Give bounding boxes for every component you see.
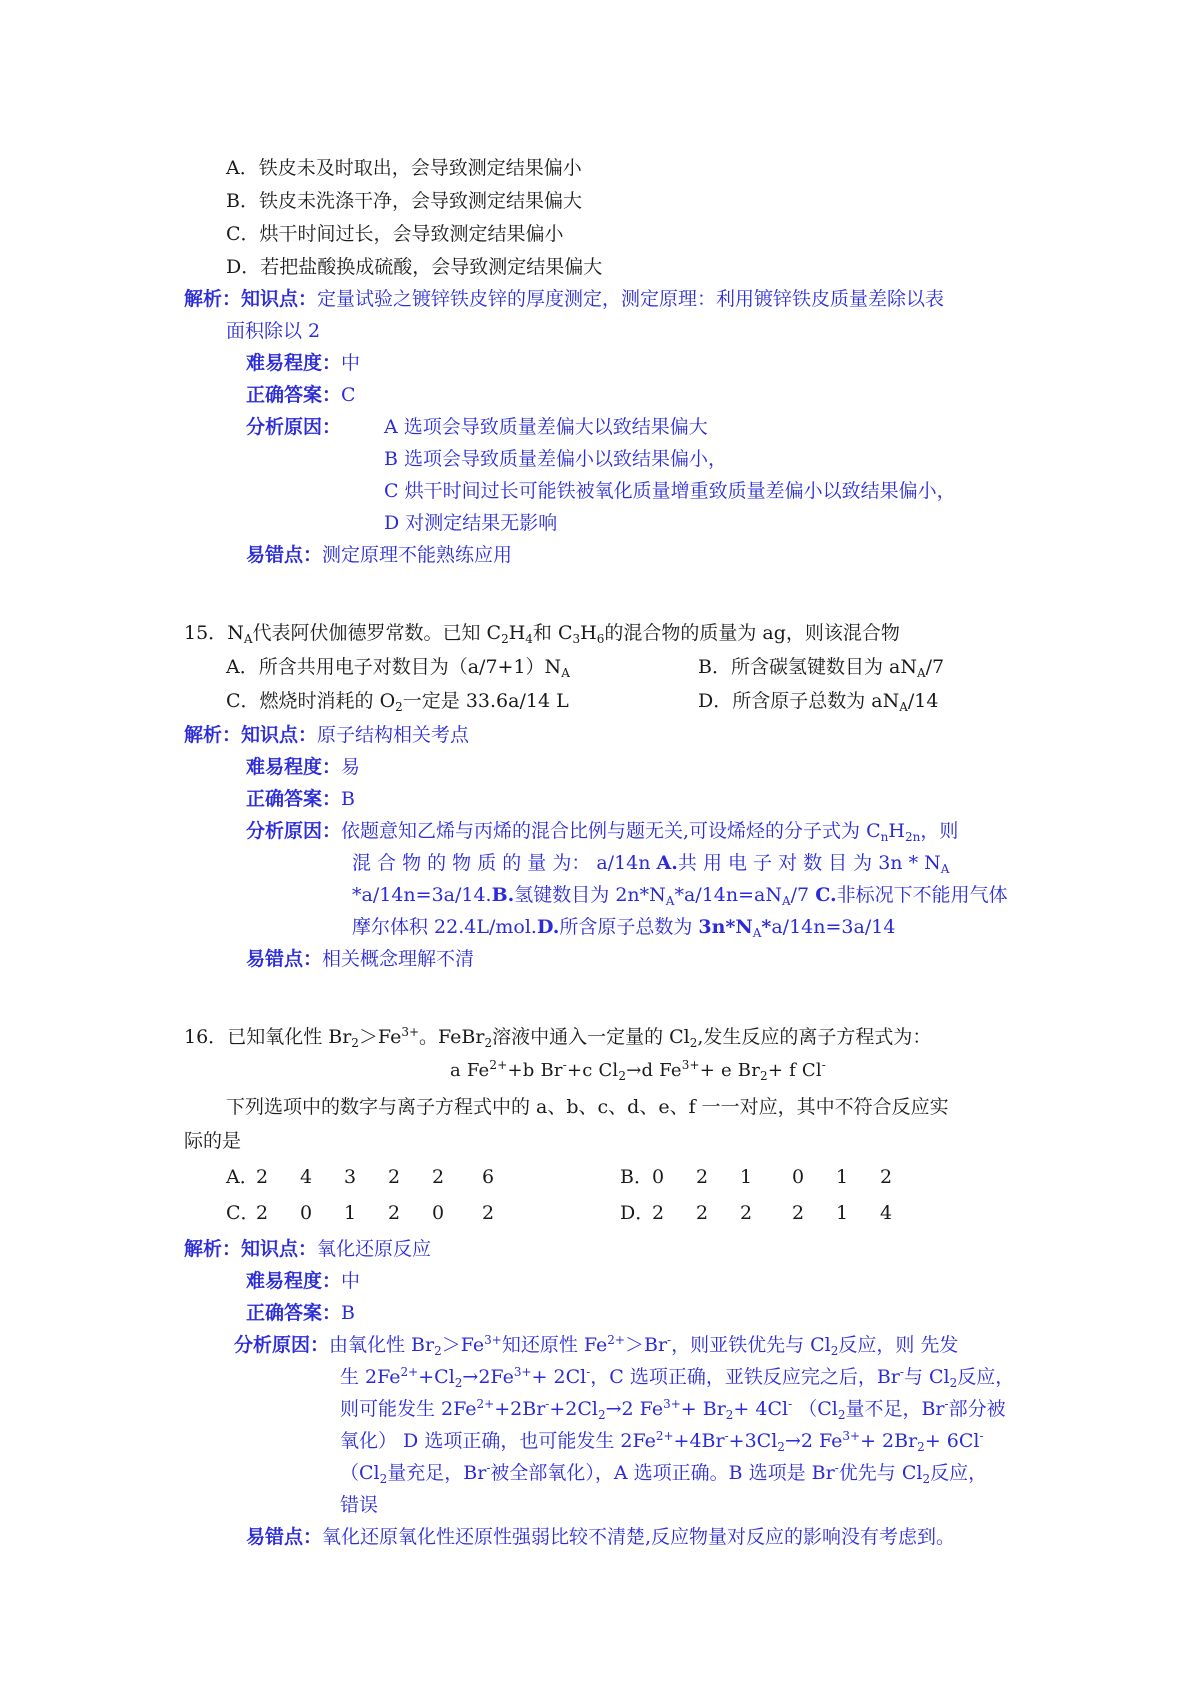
- q16-option-b: [620, 1164, 653, 1190]
- knowledge-point-text: 定量试验之镀锌铁皮锌的厚度测定，测定原理：利用镀锌铁皮质量差除以表: [317, 288, 945, 310]
- knowledge-point-text: 氧化还原反应: [317, 1238, 432, 1260]
- q14-reason-c: C 烘干时间过长可能铁被氧化质量增重致质量差偏小以致结果偏小，: [384, 480, 956, 502]
- q16-equation: [450, 1058, 826, 1084]
- subscript: 6: [596, 632, 605, 646]
- subscript: A: [899, 700, 908, 714]
- reason-bold: 3n*N: [698, 916, 753, 938]
- option-text: A．所含共用电子对数目为（a/7+1）N: [226, 656, 562, 678]
- reason-bold: A.: [656, 852, 678, 874]
- q14-option-d: D．若把盐酸换成硫酸，会导致测定结果偏大: [226, 256, 603, 278]
- stem-text: 。FeBr: [419, 1026, 485, 1048]
- difficulty-value: 易: [341, 756, 361, 778]
- reason-text: a/14n=3a/14: [771, 916, 896, 938]
- answer-label: 正确答案：: [246, 788, 342, 810]
- option-text: /14: [907, 690, 939, 712]
- reason-label: 分析原因：: [246, 820, 342, 842]
- option-text: 一定是 33.6a/14 L: [402, 690, 569, 712]
- reason-text: ＞Br: [624, 1334, 668, 1356]
- q16-option-b-num: 2: [880, 1166, 893, 1188]
- q16-option-c: [226, 1200, 260, 1226]
- q16-reason-line-3: [340, 1396, 1006, 1422]
- stem-text: ＞Fe: [358, 1026, 402, 1048]
- analysis-prefix: 解析：: [184, 288, 242, 310]
- q16-option-d-num: 2: [652, 1202, 665, 1224]
- superscript: 2+: [607, 1333, 625, 1347]
- reason-text: /7: [790, 884, 816, 906]
- option-text: B．所含碳氢键数目为 aN: [698, 656, 917, 678]
- q16-option-d-num: 2: [792, 1202, 805, 1224]
- reason-bold: *: [761, 916, 772, 938]
- q16-stem-2-cont: 际的是: [184, 1130, 242, 1152]
- q16-option-b-num: 2: [696, 1166, 709, 1188]
- q15-reason-line-4: [352, 914, 895, 940]
- q16-option-b-num: 1: [836, 1166, 849, 1188]
- superscript: 3+: [842, 1429, 861, 1443]
- equation-text: →d Fe: [626, 1060, 682, 1081]
- reason-text: *a/14n=aN: [674, 884, 782, 906]
- answer-label: 正确答案：: [246, 1302, 342, 1324]
- difficulty-label: 难易程度：: [246, 352, 342, 374]
- q16-answer: [246, 1300, 355, 1326]
- q16-option-d-num: 4: [880, 1202, 893, 1224]
- reason-text: （Cl: [792, 1398, 838, 1420]
- reason-text: +Cl: [418, 1366, 455, 1388]
- q15-analysis-kp: [184, 722, 469, 748]
- option-label: D．: [620, 1202, 655, 1224]
- question-number: 16．: [184, 1026, 228, 1048]
- reason-text: ，则亚铁优先与 Cl: [671, 1334, 831, 1356]
- stem-text: N: [227, 622, 244, 644]
- q14-error-point: [246, 542, 512, 568]
- reason-text: +2Br: [494, 1398, 546, 1420]
- difficulty-value: 中: [341, 1270, 361, 1292]
- q15-difficulty: [246, 754, 360, 780]
- subscript: 2: [618, 1069, 627, 1083]
- q16-option-a-num: 6: [482, 1166, 495, 1188]
- reason-text: 非标况下不能用气体: [836, 884, 1008, 906]
- error-point-text: 氧化还原氧化性还原性强弱比较不清楚,反应物量对反应的影响没有考虑到。: [322, 1526, 956, 1548]
- q16-option-c-num: 1: [344, 1202, 357, 1224]
- difficulty-label: 难易程度：: [246, 1270, 342, 1292]
- reason-text: 与 Cl: [903, 1366, 950, 1388]
- reason-text: 部分被: [948, 1398, 1006, 1420]
- reason-text: ，则: [920, 820, 959, 842]
- superscript: -: [545, 1397, 550, 1411]
- error-point-label: 易错点：: [246, 948, 323, 970]
- reason-text: 则可能发生 2Fe: [340, 1398, 477, 1420]
- superscript: 3+: [484, 1333, 502, 1347]
- q16-analysis-kp: [184, 1236, 431, 1262]
- difficulty-label: 难易程度：: [246, 756, 342, 778]
- stem-text: 和 C: [532, 622, 573, 644]
- reason-text: 依题意知乙烯与丙烯的混合比例与题无关,可设烯烃的分子式为 C: [341, 820, 881, 842]
- reason-text: 所含原子总数为: [559, 916, 699, 938]
- subscript: n: [880, 830, 889, 844]
- reason-text: →2Fe: [462, 1366, 514, 1388]
- q14-option-b: B．铁皮未洗涤干净，会导致测定结果偏大: [226, 190, 582, 212]
- stem-text: 已知氧化性 Br: [227, 1026, 352, 1048]
- equation-text: +b Br: [507, 1060, 563, 1081]
- stem-text: ,发生反应的离子方程式为：: [697, 1026, 932, 1048]
- subscript: 2: [379, 1472, 388, 1486]
- q14-analysis-kp-cont: 面积除以 2: [226, 320, 321, 342]
- stem-text: H: [580, 622, 597, 644]
- q14-reason-a: A 选项会导致质量差偏大以致结果偏大: [384, 416, 708, 438]
- q16-option-a-num: 3: [344, 1166, 357, 1188]
- reason-text: 优先与 Cl: [838, 1462, 923, 1484]
- superscript: 3+: [663, 1397, 681, 1411]
- q14-analysis-kp: [184, 286, 944, 312]
- equation-text: + f Cl: [767, 1060, 822, 1081]
- superscript: 2+: [476, 1397, 495, 1411]
- q16-option-a-num: 2: [256, 1166, 269, 1188]
- answer-value: C: [341, 384, 356, 406]
- subscript: A: [561, 666, 570, 680]
- reason-text: 生 2Fe: [340, 1366, 401, 1388]
- superscript: -: [788, 1397, 793, 1411]
- q14-reason-d: D 对测定结果无影响: [384, 512, 558, 534]
- subscript: 2: [434, 1344, 442, 1358]
- superscript: 3+: [401, 1025, 420, 1039]
- reason-text: 反应，: [957, 1366, 1015, 1388]
- q14-reason-label: 分析原因：: [246, 416, 342, 438]
- subscript: A: [781, 894, 791, 908]
- reason-text: ，C 选项正确，亚铁反应完之后，Br: [590, 1366, 900, 1388]
- q15-option-b: [698, 654, 944, 680]
- reason-text: 氧化） D 选项正确，也可能发生 2Fe: [340, 1430, 656, 1452]
- q16-option-a-num: 2: [388, 1166, 401, 1188]
- reason-text: + 6Cl: [924, 1430, 980, 1452]
- q16-option-a-num: 2: [432, 1166, 445, 1188]
- q16-option-c-num: 2: [482, 1202, 495, 1224]
- analysis-prefix: 解析：: [184, 724, 242, 746]
- q15-option-a: [226, 654, 570, 680]
- subscript: 2: [501, 632, 509, 646]
- reason-text: + Br: [680, 1398, 726, 1420]
- reason-text: 混 合 物 的 物 质 的 量 为： a/14n: [352, 852, 657, 874]
- difficulty-value: 中: [341, 352, 361, 374]
- reason-text: 共 用 电 子 对 数 目 为 3n * N: [677, 852, 941, 874]
- q16-option-c-num: 2: [388, 1202, 401, 1224]
- q16-option-a-num: 4: [300, 1166, 313, 1188]
- q14-reason-b: B 选项会导致质量差偏小以致结果偏小，: [384, 448, 728, 470]
- reason-bold: D.: [536, 916, 560, 938]
- reason-text: + 2Cl: [531, 1366, 587, 1388]
- reason-text: *a/14n=3a/14.: [352, 884, 492, 906]
- question-number: 15．: [184, 622, 228, 644]
- q14-difficulty: [246, 350, 360, 376]
- subscript: A: [916, 666, 926, 680]
- q16-reason-line-2: [340, 1364, 1014, 1390]
- equation-text: +c Cl: [566, 1060, 619, 1081]
- stem-text: 的混合物的质量为 ag，则该混合物: [604, 622, 900, 644]
- superscript: -: [562, 1058, 567, 1072]
- q14-option-c: C．烘干时间过长，会导致测定结果偏小: [226, 223, 564, 245]
- q16-reason-line-1: [234, 1332, 958, 1358]
- q15-stem: [184, 620, 900, 646]
- analysis-prefix: 解析：: [184, 1238, 242, 1260]
- reason-text: 氢键数目为 2n*N: [514, 884, 666, 906]
- option-text: D．所含原子总数为 aN: [698, 690, 900, 712]
- q16-option-d: [620, 1200, 654, 1226]
- q16-reason-line-6: 错误: [340, 1494, 379, 1516]
- superscript: 2+: [400, 1365, 419, 1379]
- superscript: -: [667, 1333, 672, 1347]
- subscript: 2: [484, 1036, 493, 1050]
- reason-bold: B.: [491, 884, 515, 906]
- q16-stem-2: 下列选项中的数字与离子方程式中的 a、b、c、d、e、f 一一对应，其中不符合反应实: [226, 1096, 949, 1118]
- subscript: 2: [689, 1036, 698, 1050]
- subscript: 2: [454, 1376, 463, 1390]
- reason-text: + 2Br: [860, 1430, 918, 1452]
- reason-text: 量不足，Br: [845, 1398, 945, 1420]
- knowledge-point-label: 知识点：: [241, 288, 318, 310]
- knowledge-point-label: 知识点：: [241, 724, 318, 746]
- subscript: 2: [725, 1408, 734, 1422]
- subscript: 2: [777, 1440, 785, 1454]
- reason-text: 由氧化性 Br: [329, 1334, 435, 1356]
- error-point-label: 易错点：: [246, 1526, 323, 1548]
- subscript: 2: [395, 700, 403, 714]
- option-text: /7: [925, 656, 945, 678]
- answer-label: 正确答案：: [246, 384, 342, 406]
- subscript: 2: [917, 1440, 925, 1454]
- q16-option-a: [226, 1164, 259, 1190]
- superscript: -: [821, 1058, 827, 1072]
- subscript: 2: [922, 1472, 931, 1486]
- reason-text: +2Cl: [549, 1398, 598, 1420]
- q15-error-point: [246, 946, 474, 972]
- q16-reason-line-5: [340, 1460, 987, 1486]
- reason-text: 知还原性 Fe: [501, 1334, 608, 1356]
- error-point-text: 测定原理不能熟练应用: [322, 544, 513, 566]
- reason-text: ＞Fe: [441, 1334, 485, 1356]
- superscript: 3+: [513, 1365, 532, 1379]
- q16-difficulty: [246, 1268, 360, 1294]
- q16-stem: [184, 1024, 931, 1050]
- q15-option-d: [698, 688, 938, 714]
- reason-text: +4Br: [673, 1430, 725, 1452]
- reason-text: +3Cl: [728, 1430, 778, 1452]
- q15-reason-line-2: [352, 850, 949, 876]
- reason-text: （Cl: [340, 1462, 380, 1484]
- reason-label: 分析原因：: [234, 1334, 330, 1356]
- option-label: C．: [226, 1202, 260, 1224]
- subscript: 3: [572, 632, 581, 646]
- subscript: 2: [760, 1069, 768, 1083]
- q16-option-d-num: 2: [696, 1202, 709, 1224]
- q15-option-c: [226, 688, 569, 714]
- reason-bold: C.: [815, 884, 837, 906]
- superscript: -: [899, 1365, 904, 1379]
- reason-text: 量充足，Br: [387, 1462, 487, 1484]
- q16-option-b-num: 0: [792, 1166, 805, 1188]
- knowledge-point-label: 知识点：: [241, 1238, 318, 1260]
- q16-option-b-num: 1: [740, 1166, 753, 1188]
- q16-reason-line-4: [340, 1428, 984, 1454]
- q16-option-c-num: 0: [432, 1202, 445, 1224]
- subscript: 4: [525, 632, 533, 646]
- q16-option-d-num: 1: [836, 1202, 849, 1224]
- error-point-label: 易错点：: [246, 544, 323, 566]
- q16-option-b-num: 0: [652, 1166, 665, 1188]
- q14-answer: [246, 382, 356, 408]
- q16-option-c-num: 0: [300, 1202, 313, 1224]
- q15-reason-line-3: [352, 882, 1008, 908]
- reason-text: 摩尔体积 22.4L/mol.: [352, 916, 537, 938]
- option-text: C．燃烧时消耗的 O: [226, 690, 396, 712]
- subscript: A: [243, 632, 253, 646]
- subscript: 2: [830, 1344, 839, 1358]
- reason-text: + 4Cl: [733, 1398, 789, 1420]
- superscript: -: [834, 1461, 839, 1475]
- superscript: -: [486, 1461, 491, 1475]
- subscript: A: [752, 926, 762, 940]
- equation-text: + e Br: [699, 1060, 761, 1081]
- superscript: -: [724, 1429, 729, 1443]
- superscript: 3+: [681, 1058, 700, 1072]
- reason-text: 反应，: [930, 1462, 988, 1484]
- reason-text: H: [888, 820, 905, 842]
- stem-text: 代表阿伏伽德罗常数。已知 C: [252, 622, 502, 644]
- error-point-text: 相关概念理解不清: [322, 948, 475, 970]
- subscript: A: [665, 894, 675, 908]
- knowledge-point-text: 原子结构相关考点: [317, 724, 470, 746]
- q15-reason-line-1: [246, 818, 958, 844]
- subscript: 2: [597, 1408, 606, 1422]
- superscript: 2+: [489, 1058, 508, 1072]
- option-label: A．: [226, 1166, 259, 1188]
- subscript: 2: [351, 1036, 359, 1050]
- subscript: 2: [949, 1376, 958, 1390]
- superscript: -: [944, 1397, 949, 1411]
- q14-option-a: A．铁皮未及时取出，会导致测定结果偏小: [226, 157, 582, 179]
- superscript: 2+: [655, 1429, 674, 1443]
- reason-text: →2 Fe: [605, 1398, 664, 1420]
- superscript: -: [979, 1429, 984, 1443]
- reason-text: 反应，则 先发: [838, 1334, 959, 1356]
- stem-text: 溶液中通入一定量的 Cl: [492, 1026, 690, 1048]
- q16-error-point: [246, 1524, 955, 1550]
- q16-option-d-num: 2: [740, 1202, 753, 1224]
- q15-answer: [246, 786, 355, 812]
- stem-text: H: [508, 622, 526, 644]
- subscript: A: [940, 862, 950, 876]
- subscript: 2: [837, 1408, 846, 1422]
- answer-value: B: [341, 788, 355, 810]
- reason-text: 被全部氧化），A 选项正确。B 选项是 Br: [490, 1462, 835, 1484]
- equation-text: a Fe: [450, 1060, 490, 1081]
- subscript: 2n: [904, 830, 921, 844]
- reason-text: →2 Fe: [784, 1430, 843, 1452]
- superscript: -: [586, 1365, 591, 1379]
- q16-option-c-num: 2: [256, 1202, 269, 1224]
- option-label: B．: [620, 1166, 653, 1188]
- answer-value: B: [341, 1302, 355, 1324]
